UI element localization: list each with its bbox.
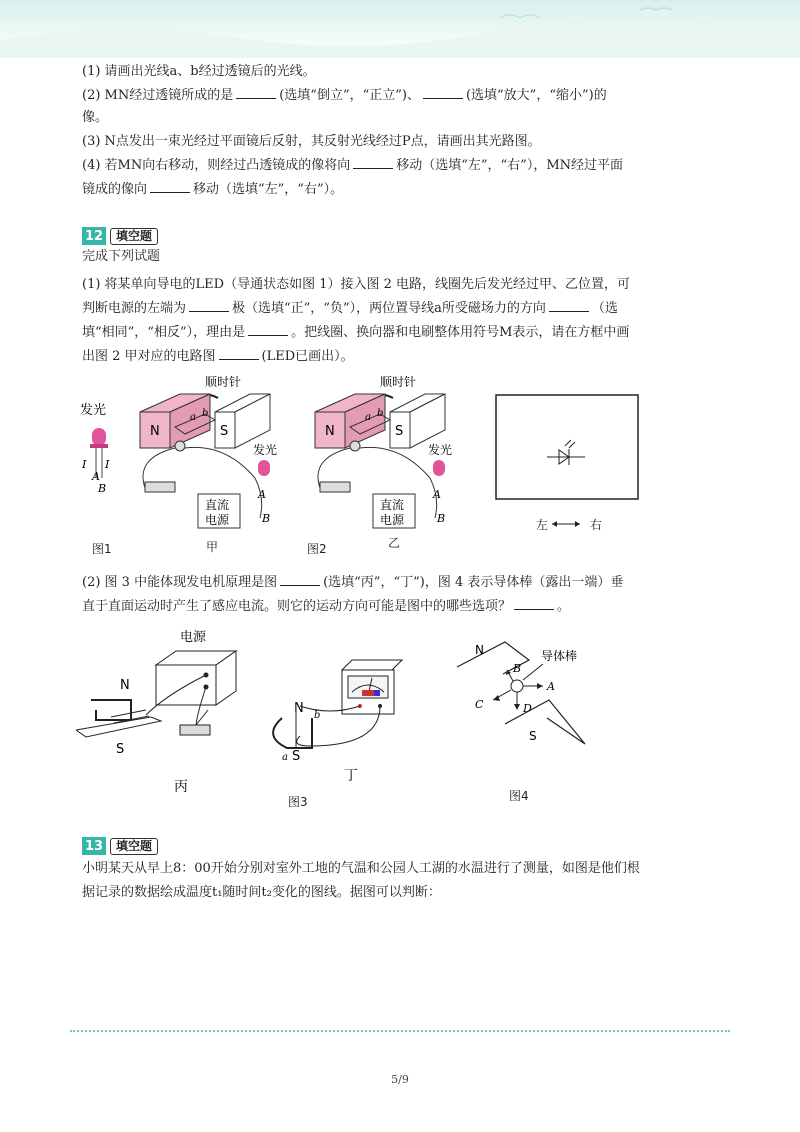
figure-1-led	[78, 398, 128, 508]
q12-p6a: 直于直面运动时产生了感应电流。则它的运动方向可能是图中的哪些选项？	[82, 599, 512, 614]
fig4-B: B	[513, 662, 522, 675]
q12-number: 12	[82, 227, 106, 245]
footer-divider	[70, 1030, 730, 1032]
q11-l2a: (2) MN经过透镜所成的是	[82, 88, 234, 103]
blank-12-5[interactable]	[280, 573, 320, 586]
q12-p1: (1) 将某单向导电的LED（导通状态如图 1）接入图 2 电路，线圈先后发光经过甲、乙位置，可	[82, 277, 631, 292]
blank-2b[interactable]	[423, 86, 463, 99]
fig4-S: S	[529, 729, 537, 743]
q13-badge	[82, 837, 158, 855]
jia-N: N	[150, 424, 160, 439]
q12-p5	[82, 572, 722, 594]
fig3-a: a	[282, 752, 288, 763]
yi-A: A	[433, 488, 441, 501]
blank-12-1[interactable]	[189, 299, 229, 312]
fig3-N1: N	[120, 678, 130, 693]
fig4-A: A	[547, 680, 555, 693]
jia-src2: 电源	[205, 513, 230, 527]
q12-type: 填空题	[110, 228, 158, 245]
blank-4b[interactable]	[150, 180, 190, 193]
blank-12-3[interactable]	[248, 323, 288, 336]
header-decoration	[0, 0, 800, 58]
q11-line-2	[82, 85, 722, 107]
q11-l6a: 镜成的像向	[82, 182, 148, 197]
jia-A: A	[258, 488, 266, 501]
figure-4	[445, 622, 605, 782]
q12-p5a: (2) 图 3 中能体现发电机原理是图	[82, 575, 278, 590]
yi-b: b	[377, 408, 384, 419]
figure-3-ding	[262, 640, 422, 790]
fig1-I2: I	[105, 458, 110, 471]
q11-line-5	[82, 155, 722, 177]
jia-b: b	[202, 408, 209, 419]
q11-line-1: (1) 请画出光线a、b经过透镜后的光线。	[82, 64, 316, 79]
jia-a: a	[190, 412, 196, 423]
yi-cw-label: 顺时针	[380, 375, 417, 389]
fig4-N: N	[475, 643, 484, 657]
blank-12-2[interactable]	[549, 299, 589, 312]
jia-S: S	[220, 424, 229, 439]
q12-p4b: (LED已画出）。	[261, 349, 354, 364]
fig3-switch-icon	[180, 725, 210, 735]
q12-p3a: 填“相同”，“相反”），理由是	[82, 325, 246, 340]
fig4-D: D	[523, 702, 532, 715]
q12-p3	[82, 322, 722, 344]
jia-caption: 甲	[206, 540, 219, 554]
q12-p2a: 判断电源的左端为	[82, 301, 187, 316]
figure-3-bing	[76, 625, 246, 800]
q11-l2b: (选填“倒立”，“正立”)、	[279, 88, 420, 103]
fig4-C: C	[475, 698, 484, 711]
fig2-caption: 图2	[307, 542, 327, 556]
box-left-label: 左	[536, 518, 549, 532]
q12-p2c: （选	[591, 301, 618, 316]
q11-l2c: (选填“放大”，“缩小”)的	[465, 88, 607, 103]
fig1-B: B	[98, 482, 107, 495]
q12-p2	[82, 298, 722, 320]
blank-12-6[interactable]	[514, 597, 554, 610]
fig4-caption: 图4	[509, 789, 529, 803]
q12-p6	[82, 596, 722, 618]
figure-2-jia	[130, 372, 290, 532]
q13-line-2: 据记录的数据绘成温度t₁随时间t₂变化的图线。据图可以判断：	[82, 885, 441, 900]
page-number: 5/9	[391, 1073, 409, 1086]
fig4-rod-label: 导体棒	[541, 649, 578, 663]
figure-2-yi	[305, 372, 465, 532]
q12-p4	[82, 346, 722, 368]
yi-caption: 乙	[388, 536, 401, 550]
q11-l5a: (4) 若MN向右移动，则经过凸透镜成的像将向	[82, 158, 351, 173]
conductor-rod-icon	[511, 680, 523, 692]
jia-cw-label: 顺时针	[205, 375, 242, 389]
yi-S: S	[395, 424, 404, 439]
blank-12-4[interactable]	[219, 347, 259, 360]
q13-line-1: 小明某天从早上8：00开始分别对室外工地的气温和公园人工湖的水温进行了测量，如图是他们根	[82, 861, 640, 876]
fig1-caption: 图1	[92, 542, 112, 556]
fig3-caption: 图3	[288, 795, 308, 809]
jia-src1: 直流	[205, 498, 230, 512]
fig1-I1: I	[82, 458, 87, 471]
q12-p4a: 出图 2 甲对应的电路图	[82, 349, 216, 364]
q12-intro: 完成下列试题	[82, 249, 161, 264]
yi-N: N	[325, 424, 335, 439]
fig3-N2: N	[294, 701, 304, 716]
q11-l5b: 移动（选填“左”，“右”），MN经过平面	[396, 158, 624, 173]
fig3-S1: S	[116, 742, 125, 757]
led-icon	[92, 428, 106, 446]
q11-line-3: 像。	[82, 110, 109, 125]
fig1-A: A	[92, 470, 100, 483]
jia-glow: 发光	[253, 443, 278, 457]
q11-line-6	[82, 179, 722, 201]
q12-badge	[82, 227, 158, 245]
yi-glow: 发光	[428, 443, 453, 457]
fig3-b: b	[314, 710, 321, 721]
box-right-label: 右	[590, 518, 603, 532]
q11-line-4: (3) N点发出一束光经过平面镜后反射，其反射光线经过P点，请画出其光路图。	[82, 134, 541, 149]
fig3-bing: 丙	[174, 779, 188, 795]
circuit-answer-box[interactable]	[495, 394, 641, 534]
fig1-glow-label: 发光	[80, 403, 107, 418]
q11-l6b: 移动（选填“左”，“右”）。	[193, 182, 344, 197]
yi-src2: 电源	[380, 513, 405, 527]
q13-type: 填空题	[110, 838, 158, 855]
fig3-S2: S	[292, 749, 301, 764]
yi-a: a	[365, 412, 371, 423]
fig3-power-label: 电源	[180, 630, 207, 645]
yi-src1: 直流	[380, 498, 405, 512]
yi-B: B	[437, 512, 446, 525]
q13-number: 13	[82, 837, 106, 855]
jia-B: B	[262, 512, 271, 525]
yi-led-icon	[433, 460, 445, 476]
fig3-ding: 丁	[344, 768, 358, 784]
q12-p5b: (选填“丙”，“丁”)，图 4 表示导体棒（露出一端）垂	[323, 575, 624, 590]
blank-2a[interactable]	[236, 86, 276, 99]
blank-4a[interactable]	[353, 156, 393, 169]
q12-p3b: 。把线圈、换向器和电刷整体用符号M表示，请在方框中画	[291, 325, 630, 340]
jia-led-icon	[258, 460, 270, 476]
q12-p2b: 极（选填“正”，“负”），两位置导线a所受磁场力的方向	[232, 301, 546, 316]
q12-p6b: 。	[557, 599, 571, 614]
